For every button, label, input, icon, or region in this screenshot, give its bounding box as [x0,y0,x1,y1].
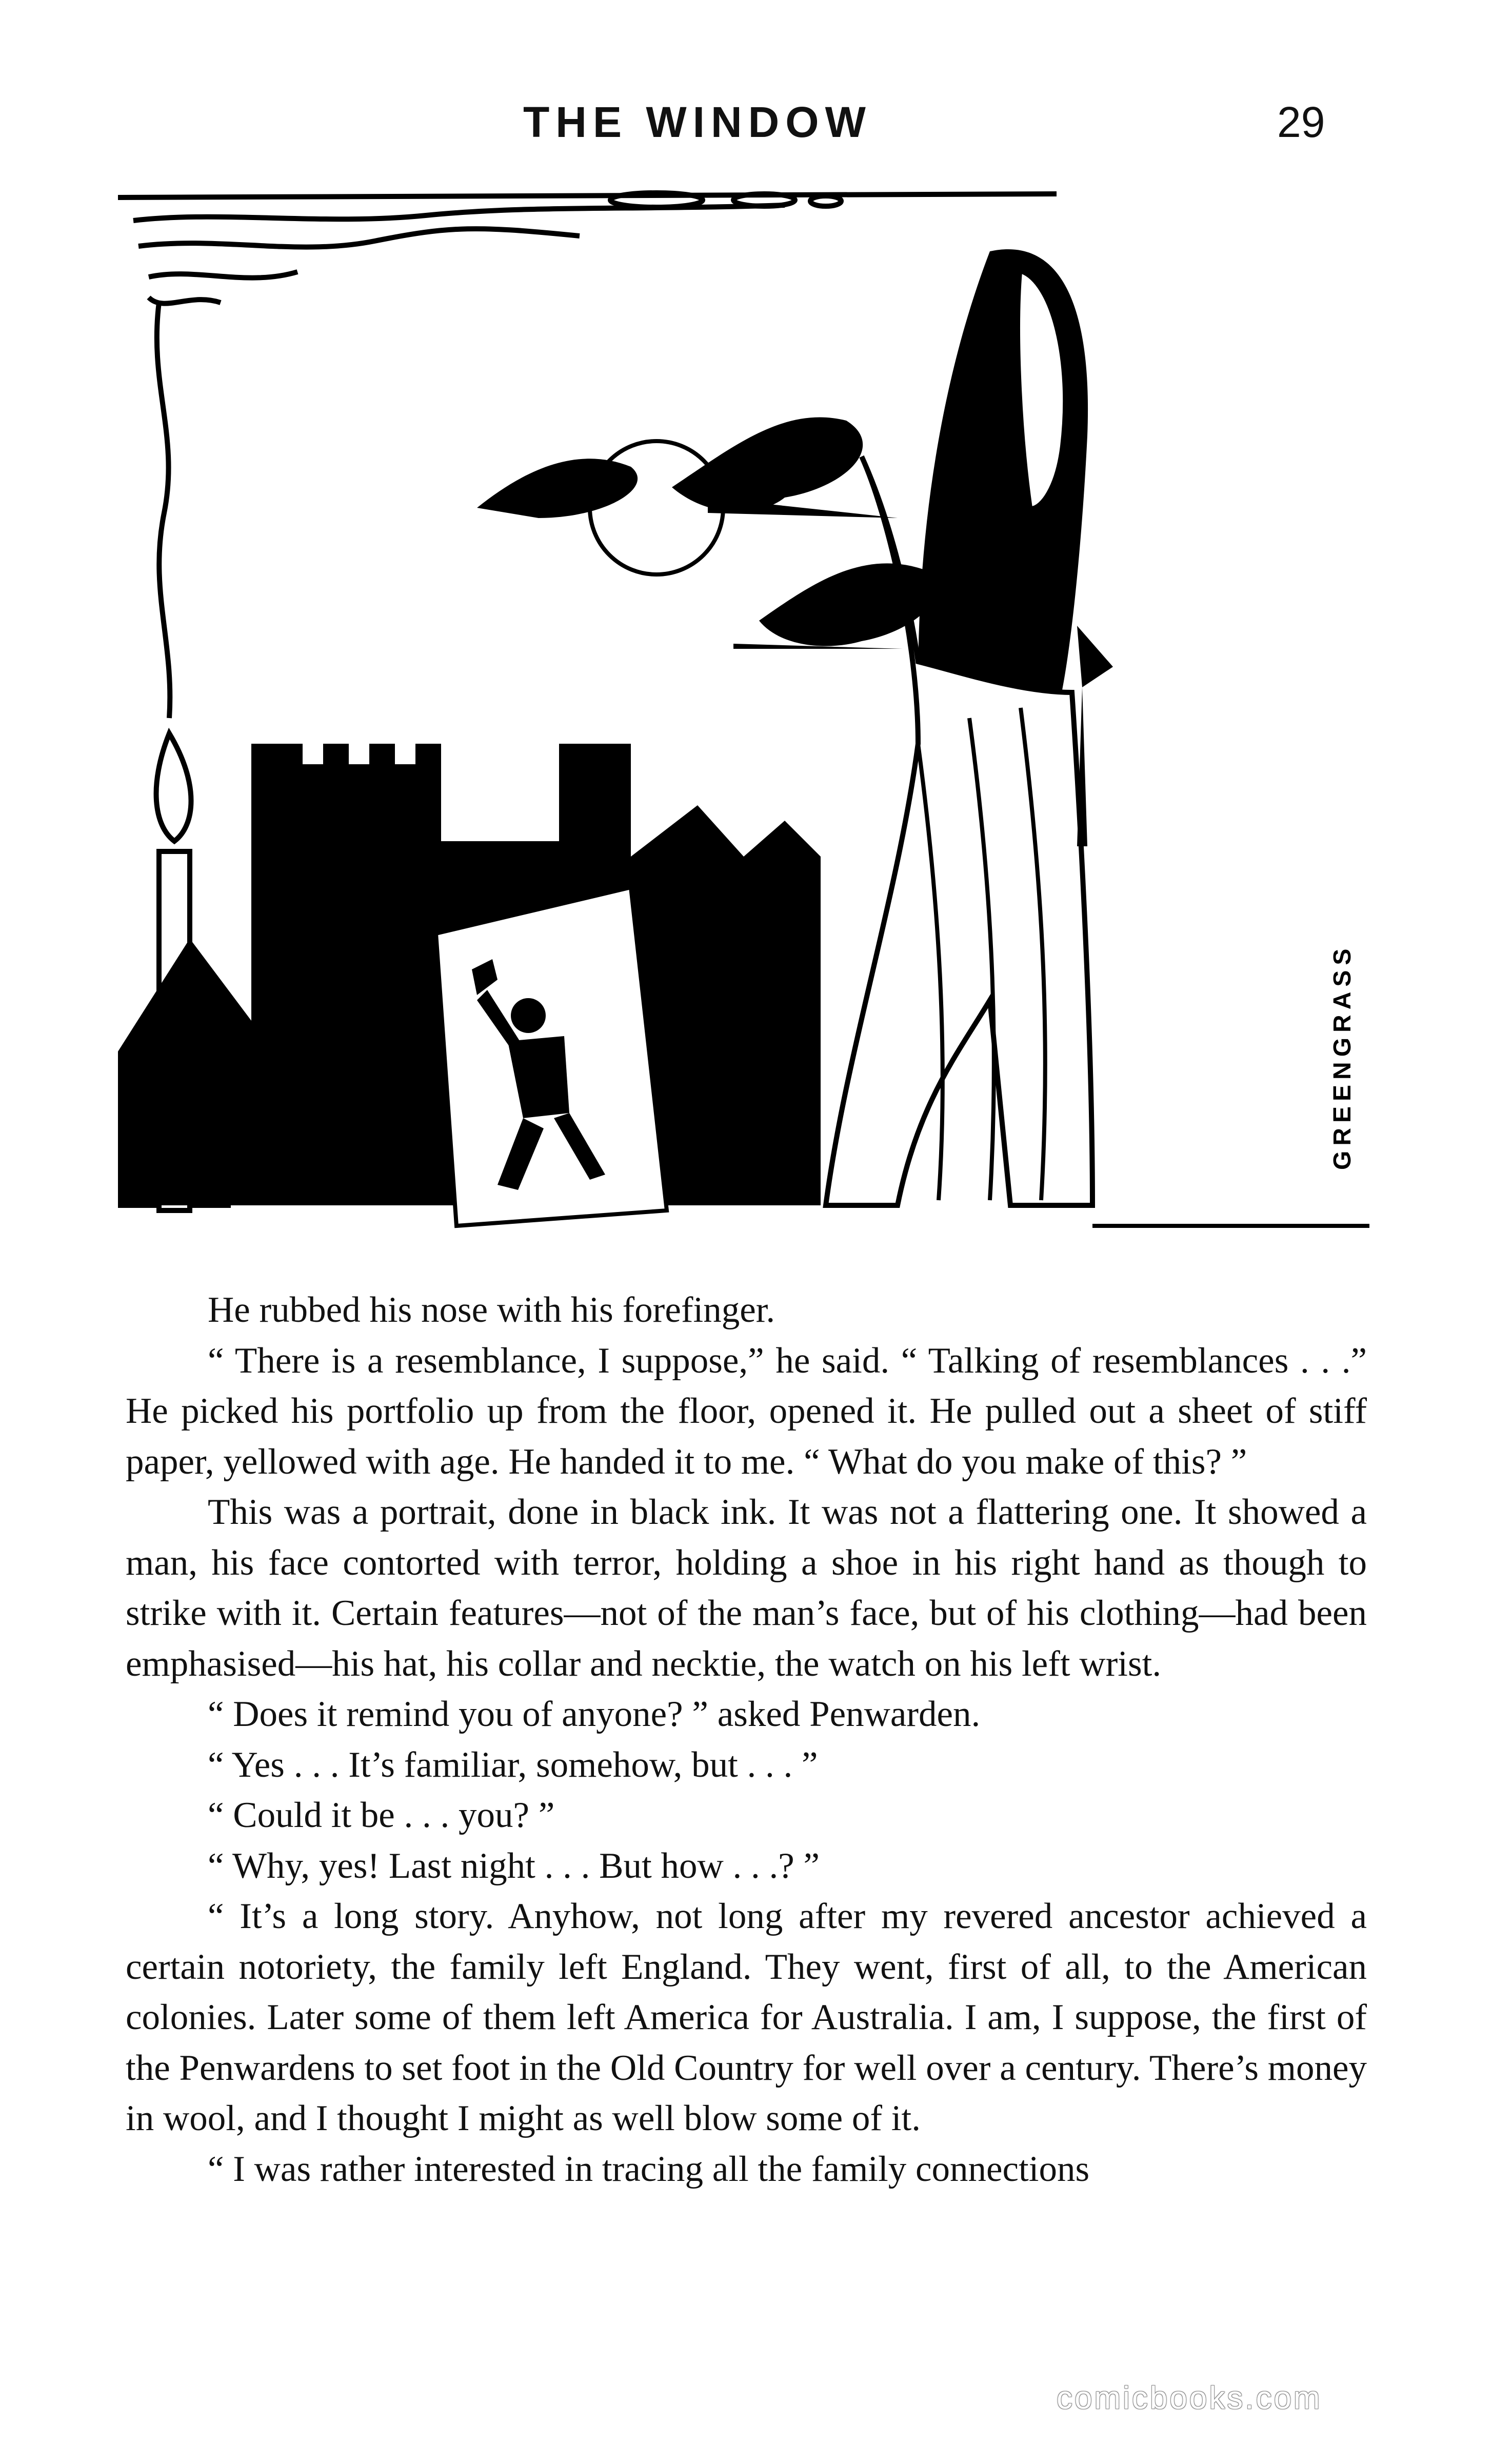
paragraph: “ I was rather interested in tracing all the family connections [208,2149,1090,2189]
smoke-border [118,193,1057,304]
illustration-drawing [118,180,1369,1241]
cloaked-figure [826,249,1369,1226]
running-head [0,97,1512,159]
running-title: THE WINDOW [523,98,872,146]
page-number: 29 [1277,98,1325,146]
candle-flame [156,733,191,841]
paragraph: “ Does it remind you of anyone? ” asked Penwarden. [208,1694,981,1734]
paragraph: “ Could it be . . . you? ” [208,1795,555,1835]
paragraph: This was a portrait, done in black ink. It was not a flattering one. It showed a man, his face contorted with terror, holding a shoe in his right hand as though to strike with it. Certain features—not of the man’s face, but of his clothing—had been emphasised—his hat, his collar and necktie, the watch on his left wrist. [126,1492,1367,1684]
paragraph: “ There is a resemblance, I suppose,” he said. “ Talking of resemblances . . .” He picked his portfolio up from the floor, opened it. He pulled out a sheet of stiff paper, yellowed with age. He handed it to me. “ What do you make of this? ” [126,1340,1367,1482]
paragraph: He rubbed his nose with his forefinger. [208,1290,775,1330]
paragraph: “ Yes . . . It’s familiar, somehow, but . . . ” [208,1744,818,1785]
watermark: comicbooks.com [1057,2380,1322,2416]
artist-signature: GREENGRASS [1329,943,1356,1170]
paragraph: “ Why, yes! Last night . . . But how . . .? ” [208,1845,820,1886]
candle-smoke [157,303,170,718]
paragraph: “ It’s a long story. Anyhow, not long after my revered ancestor achieved a certain notoriety, the family left England. They went, first of all, to the American colonies. Later some of them left America for Australia. I am, I suppose, the first of the Penwardens to set foot in the Old Country for well over a century. There’s money in wool, and I thought I might as well blow some of it. [126,1896,1367,2138]
lit-window [436,887,667,1226]
body-text [126,1285,1367,2194]
illustration [118,180,1369,1241]
